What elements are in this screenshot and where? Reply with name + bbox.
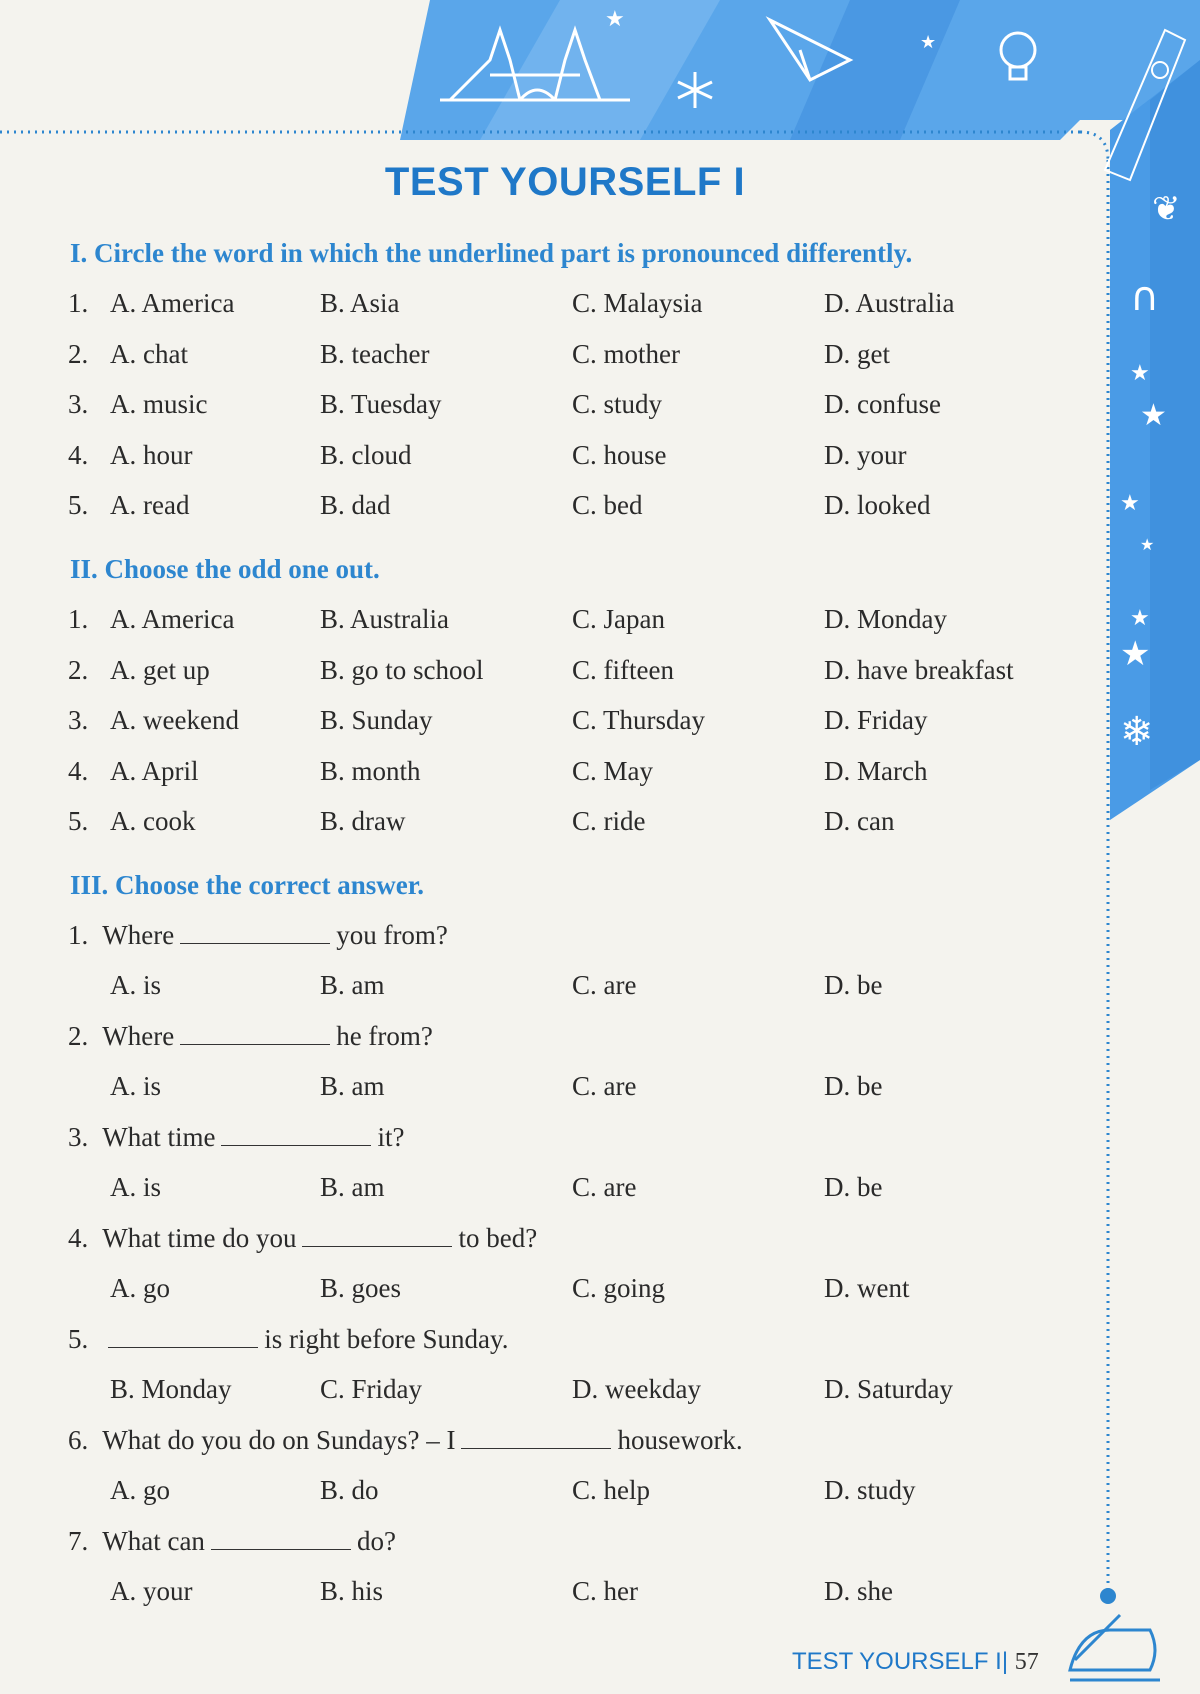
option-c[interactable]: C. her: [572, 1576, 638, 1606]
option-d[interactable]: D. have breakfast: [824, 654, 1014, 685]
question-number: 4.: [68, 1223, 89, 1253]
option-row: [0, 1576, 1100, 1610]
option-a[interactable]: A. is: [110, 1071, 162, 1101]
option-d[interactable]: D. went: [824, 1273, 910, 1303]
option-d[interactable]: D. confuse: [824, 389, 941, 419]
option-d[interactable]: D. looked: [824, 490, 931, 520]
option-b[interactable]: B. draw: [320, 806, 406, 836]
option-a[interactable]: A. April: [110, 755, 199, 786]
option-c[interactable]: C. are: [572, 1071, 637, 1101]
option-d[interactable]: D. March: [824, 755, 928, 786]
section-2-heading: II. Choose the odd one out.: [70, 554, 380, 584]
option-row: [0, 604, 1100, 638]
writing-hand-icon: [1070, 1615, 1160, 1680]
option-row: [0, 389, 1100, 423]
item-number: 5.: [68, 490, 89, 520]
option-b[interactable]: B. am: [320, 1172, 385, 1202]
question-1: [68, 920, 448, 951]
option-c[interactable]: C. are: [572, 970, 637, 1000]
option-b[interactable]: B. Australia: [320, 604, 449, 634]
option-c[interactable]: C. house: [572, 439, 667, 470]
question-number: 6.: [68, 1425, 89, 1455]
question-text-before: Where: [102, 920, 175, 950]
option-b[interactable]: B. Tuesday: [320, 389, 442, 419]
option-row: [0, 1071, 1100, 1105]
option-d[interactable]: D. she: [824, 1576, 893, 1606]
question-text-before: What time: [102, 1122, 216, 1152]
item-number: 5.: [68, 806, 89, 836]
question-text-after: to bed?: [458, 1223, 538, 1253]
question-number: 5.: [68, 1324, 89, 1354]
option-a[interactable]: A. go: [110, 1273, 170, 1303]
option-d[interactable]: D. study: [824, 1475, 916, 1505]
question-5: [68, 1324, 508, 1355]
option-a[interactable]: A. get up: [110, 654, 210, 685]
question-number: 2.: [68, 1021, 89, 1051]
question-text-after: he from?: [336, 1021, 433, 1051]
option-c[interactable]: C. Malaysia: [572, 288, 703, 318]
question-4: [68, 1223, 537, 1254]
footer-separator: |: [1001, 1648, 1009, 1675]
option-row: [0, 288, 1100, 322]
option-a[interactable]: A. chat: [110, 338, 188, 369]
option-d[interactable]: D. be: [824, 1071, 883, 1101]
option-c[interactable]: C. study: [572, 389, 663, 419]
option-row: [0, 806, 1100, 840]
option-a[interactable]: A. cook: [110, 806, 196, 836]
star-icon: ★: [1120, 634, 1151, 674]
option-c[interactable]: C. Japan: [572, 604, 665, 634]
page-number: 57: [1014, 1649, 1039, 1675]
magnet-icon: ∩: [1130, 274, 1160, 320]
option-row: [0, 440, 1100, 474]
option-a[interactable]: A. America: [110, 288, 235, 318]
question-text-before: Where: [102, 1021, 175, 1051]
option-row: [0, 1273, 1100, 1307]
option-row: [0, 339, 1100, 373]
option-c[interactable]: D. weekday: [572, 1374, 701, 1404]
option-b[interactable]: B. Sunday: [320, 705, 433, 735]
option-d[interactable]: D. be: [824, 970, 883, 1000]
item-number: 4.: [68, 439, 89, 470]
option-b[interactable]: B. am: [320, 970, 385, 1000]
option-row: [0, 1475, 1100, 1509]
star-icon: ★: [1120, 491, 1140, 516]
answer-blank[interactable]: [221, 1144, 371, 1146]
star-icon: ★: [1140, 398, 1167, 433]
option-c[interactable]: C. bed: [572, 490, 643, 520]
section-3-heading: III. Choose the correct answer.: [70, 870, 424, 900]
item-number: 4.: [68, 755, 89, 786]
answer-blank[interactable]: [180, 1043, 330, 1045]
option-c[interactable]: C. Thursday: [572, 705, 705, 735]
section-1-heading: I. Circle the word in which the underlined part is pronounced differently.: [70, 238, 913, 268]
option-c[interactable]: C. ride: [572, 806, 646, 836]
page-title: TEST YOURSELF I: [384, 160, 746, 204]
option-a[interactable]: A. hour: [110, 439, 193, 470]
option-row: [0, 490, 1100, 524]
option-c[interactable]: C. May: [572, 755, 653, 786]
option-a[interactable]: A. is: [110, 970, 162, 1000]
option-a[interactable]: A. weekend: [110, 705, 239, 735]
question-text-before: What can: [102, 1526, 205, 1556]
item-number: 2.: [68, 654, 89, 685]
option-a[interactable]: A. go: [110, 1475, 170, 1505]
option-row: [0, 1374, 1100, 1408]
option-d[interactable]: D. Friday: [824, 705, 928, 735]
item-number: 2.: [68, 338, 89, 369]
option-b[interactable]: B. month: [320, 755, 421, 786]
question-text-before: What time do you: [102, 1223, 297, 1253]
butterfly-icon: ❦: [1152, 189, 1181, 229]
option-a[interactable]: B. Monday: [110, 1374, 232, 1404]
option-b[interactable]: B. go to school: [320, 654, 484, 685]
snowflake-icon: ❄: [1120, 709, 1154, 755]
item-number: 1.: [68, 604, 89, 634]
option-d[interactable]: D. your: [824, 439, 907, 470]
question-text-after: it?: [377, 1122, 405, 1152]
star-icon: ★: [1130, 361, 1150, 386]
star-icon: ★: [605, 7, 625, 32]
option-row: [0, 655, 1100, 689]
option-c[interactable]: C. going: [572, 1273, 666, 1303]
item-number: 3.: [68, 705, 89, 735]
option-b[interactable]: B. teacher: [320, 338, 430, 369]
page-footer: [792, 1648, 1039, 1676]
star-icon: ★: [1140, 535, 1155, 554]
question-text-after: is right before Sunday.: [264, 1324, 509, 1354]
option-row: [0, 970, 1100, 1004]
question-text-after: housework.: [617, 1425, 743, 1455]
option-b[interactable]: B. dad: [320, 490, 391, 520]
option-a[interactable]: A. your: [110, 1576, 193, 1606]
star-icon: ★: [920, 32, 937, 53]
option-row: [0, 1172, 1100, 1206]
question-number: 1.: [68, 920, 89, 950]
option-d[interactable]: D. get: [824, 338, 890, 369]
option-c[interactable]: C. are: [572, 1172, 637, 1202]
answer-blank[interactable]: [461, 1447, 611, 1449]
question-number: 7.: [68, 1526, 89, 1556]
option-a[interactable]: A. is: [110, 1172, 162, 1202]
option-a[interactable]: A. read: [110, 490, 190, 520]
item-number: 1.: [68, 288, 89, 318]
question-number: 3.: [68, 1122, 89, 1152]
answer-blank[interactable]: [211, 1548, 351, 1550]
option-d[interactable]: D. Saturday: [824, 1374, 953, 1404]
option-b[interactable]: B. Asia: [320, 288, 400, 318]
question-3: [68, 1122, 404, 1153]
option-b[interactable]: B. goes: [320, 1273, 401, 1303]
option-a[interactable]: A. music: [110, 389, 208, 419]
option-b[interactable]: B. his: [320, 1576, 384, 1606]
question-text-after: do?: [356, 1526, 396, 1556]
option-c[interactable]: C. help: [572, 1475, 650, 1505]
answer-blank[interactable]: [302, 1245, 452, 1247]
question-6: [68, 1425, 743, 1456]
option-d[interactable]: D. can: [824, 806, 895, 836]
option-b[interactable]: B. do: [320, 1475, 379, 1505]
option-a[interactable]: A. America: [110, 604, 235, 634]
answer-blank[interactable]: [108, 1346, 258, 1348]
question-text-before: What do you do on Sundays? – I: [102, 1425, 456, 1455]
question-7: [68, 1526, 396, 1557]
option-b[interactable]: B. am: [320, 1071, 385, 1101]
option-row: [0, 705, 1100, 739]
option-c[interactable]: C. fifteen: [572, 654, 674, 685]
question-text-after: you from?: [336, 920, 448, 950]
option-b[interactable]: B. cloud: [320, 439, 412, 470]
option-d[interactable]: D. be: [824, 1172, 883, 1202]
dotted-rule-end-dot: [1100, 1588, 1116, 1604]
star-icon: ★: [1130, 606, 1150, 631]
option-c[interactable]: C. mother: [572, 338, 680, 369]
footer-label: TEST YOURSELF I: [792, 1648, 1002, 1675]
option-d[interactable]: D. Australia: [824, 288, 955, 318]
option-b[interactable]: C. Friday: [320, 1374, 423, 1404]
option-row: [0, 756, 1100, 790]
item-number: 3.: [68, 389, 89, 419]
option-d[interactable]: D. Monday: [824, 604, 947, 634]
question-2: [68, 1021, 433, 1052]
answer-blank[interactable]: [180, 942, 330, 944]
dotted-frame-corner: [1080, 132, 1108, 160]
